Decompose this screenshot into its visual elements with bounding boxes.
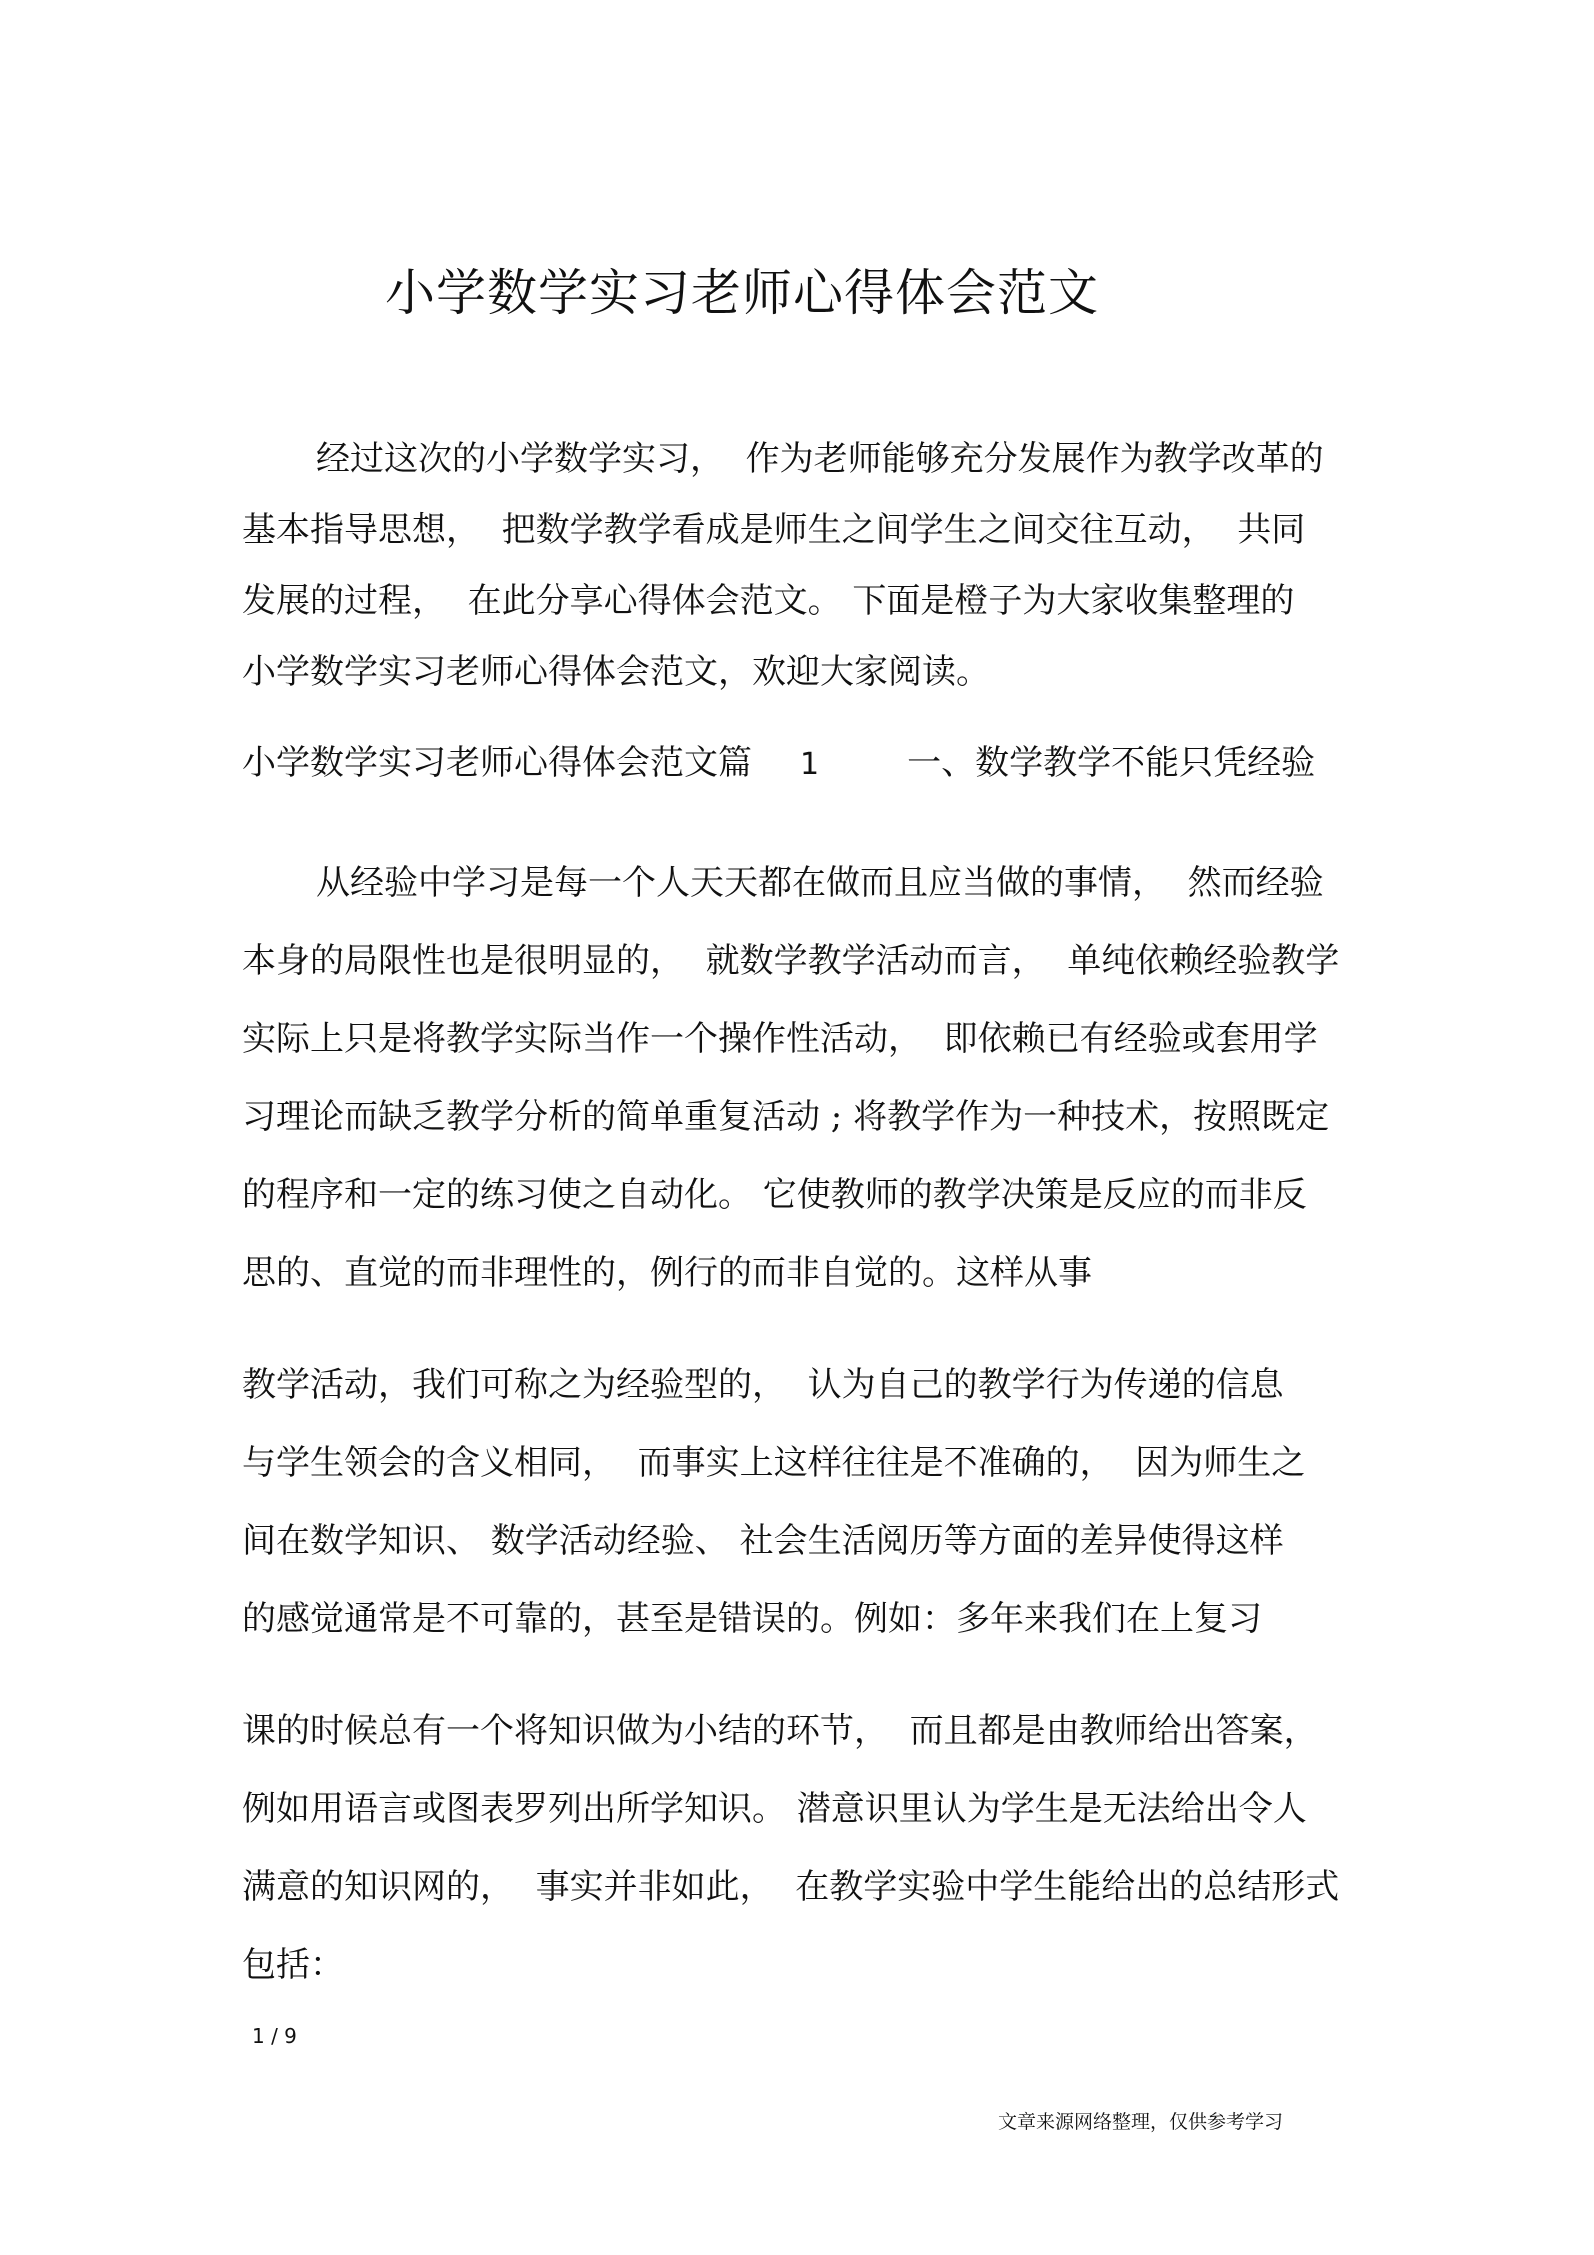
section-number: 1 [800,747,820,782]
section-heading [242,740,1315,788]
paragraph-line: 本身的局限性也是很明显的， 就数学教学活动而言， 单纯依赖经验教学 [242,941,1340,981]
footer-note: 文章来源网络整理，仅供参考学习 [998,2111,1284,2133]
intro-line: 发展的过程， 在此分享心得体会范文。 下面是橙子为大家收集整理的 [242,581,1295,621]
paragraph-line: 满意的知识网的， 事实并非如此， 在教学实验中学生能给出的总结形式 [242,1867,1340,1907]
section-subtitle: 一、数学教学不能只凭经验 [907,743,1316,783]
paragraph-line: 的感觉通常是不可靠的，甚至是错误的。例如：多年来我们在上复习 [242,1599,1262,1639]
paragraph-line: 的程序和一定的练习使之自动化。 它使教师的教学决策是反应的而非反 [242,1175,1307,1215]
section-heading-label: 小学数学实习老师心得体会范文篇 [242,743,752,783]
paragraph-line: 包括： [242,1945,344,1985]
paragraph-line: 教学活动，我们可称之为经验型的， 认为自己的教学行为传递的信息 [242,1365,1284,1405]
paragraph-line: 与学生领会的含义相同， 而事实上这样往往是不准确的， 因为师生之 [242,1443,1306,1483]
intro-line: 小学数学实习老师心得体会范文，欢迎大家阅读。 [242,652,990,692]
paragraph-line: 例如用语言或图表罗列出所学知识。 潜意识里认为学生是无法给出令人 [242,1789,1307,1829]
page-number: 1 / 9 [252,2024,297,2048]
paragraph-line: 间在数学知识、 数学活动经验、 社会生活阅历等方面的差异使得这样 [242,1521,1284,1561]
paragraph-line: 从经验中学习是每一个人天天都在做而且应当做的事情， 然而经验 [316,863,1324,903]
paragraph-line: 实际上只是将教学实际当作一个操作性活动， 即依赖已有经验或套用学 [242,1019,1318,1059]
intro-line: 经过这次的小学数学实习， 作为老师能够充分发展作为教学改革的 [316,439,1324,479]
paragraph-line: 思的、直觉的而非理性的，例行的而非自觉的。这样从事 [242,1253,1092,1293]
intro-line: 基本指导思想， 把数学教学看成是师生之间学生之间交往互动， 共同 [242,510,1306,550]
document-title: 小学数学实习老师心得体会范文 [385,264,1099,322]
paragraph-line: 课的时候总有一个将知识做为小结的环节， 而且都是由教师给出答案， [242,1711,1318,1751]
paragraph-line: 习理论而缺乏教学分析的简单重复活动 ; 将教学作为一种技术，按照既定 [242,1097,1330,1137]
